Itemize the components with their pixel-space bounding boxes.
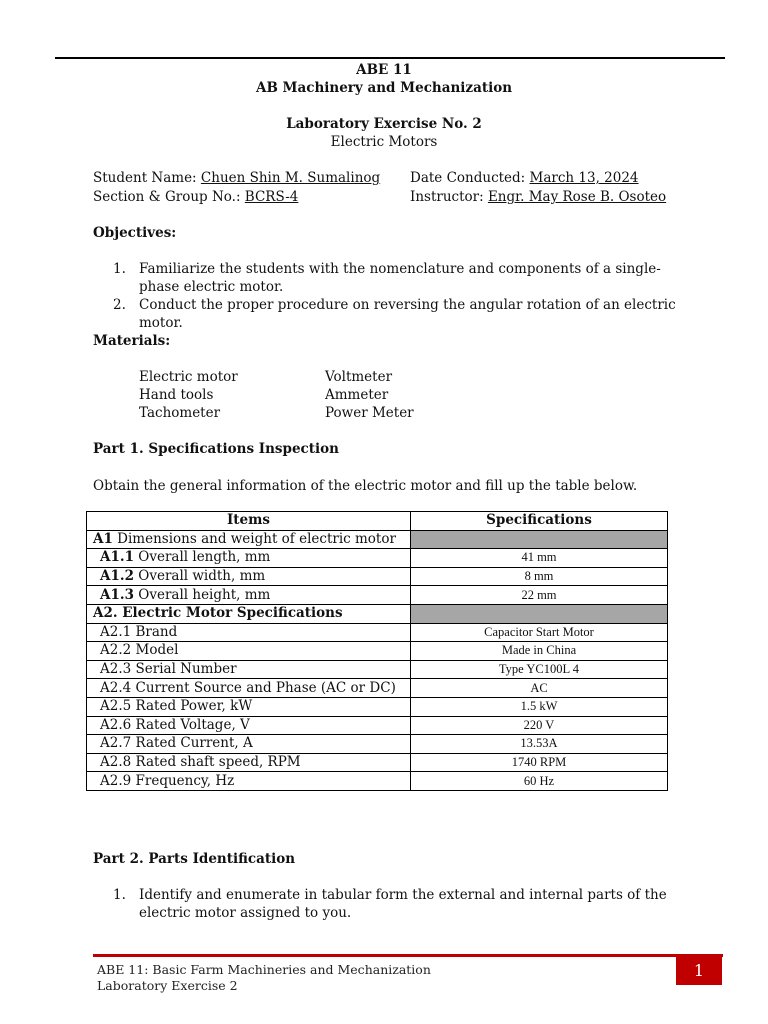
table-row [87, 716, 668, 735]
section-a2-cell: A2. Electric Motor Specifications [87, 604, 411, 623]
date-label: Date Conducted: [410, 170, 526, 186]
spec-value: 1.5 kW [411, 697, 668, 716]
table-row [87, 549, 668, 568]
section-code: A1 [93, 530, 113, 547]
student-name-label: Student Name: [93, 170, 197, 186]
list-number: 1. [113, 261, 126, 277]
item-label: A2.2 Model [87, 642, 411, 661]
table-section-row [87, 530, 668, 549]
item-cell [87, 567, 411, 586]
item-label: Overall width, mm [133, 568, 266, 585]
page-number: 1 [676, 954, 722, 985]
material-item: Power Meter [325, 405, 414, 421]
exercise-title: Laboratory Exercise No. 2 [286, 116, 482, 132]
instructor-value: Engr. May Rose B. Osoteo [487, 189, 667, 205]
spec-value: 22 mm [411, 586, 668, 605]
item-cell [87, 586, 411, 605]
section-label: Section & Group No.: [93, 189, 241, 205]
table-row [87, 660, 668, 679]
footer-exercise: Laboratory Exercise 2 [97, 978, 238, 993]
list-number: 2. [113, 297, 126, 313]
spec-value: Type YC100L 4 [411, 660, 668, 679]
table-row [87, 623, 668, 642]
course-title: AB Machinery and Mechanization [255, 80, 513, 96]
spec-value: AC [411, 679, 668, 698]
list-text: Conduct the proper procedure on reversing the angular rotation of an electric motor. [139, 297, 676, 331]
material-item: Voltmeter [325, 369, 393, 385]
header-rule [55, 57, 725, 59]
item-label: Overall height, mm [133, 586, 271, 603]
table-header-row [87, 512, 668, 531]
exercise-subtitle: Electric Motors [330, 134, 438, 150]
list-text: Familiarize the students with the nomenclature and components of a single-phase electric motor. [139, 261, 661, 295]
table-section-row [87, 604, 668, 623]
student-name-value: Chuen Shin M. Sumalinog [200, 170, 381, 186]
table-row [87, 772, 668, 791]
footer-rule [93, 954, 723, 957]
table-row [87, 735, 668, 754]
part2-heading: Part 2. Parts Identification [93, 851, 296, 867]
item-label: A2.3 Serial Number [87, 660, 411, 679]
item-label: A2.7 Rated Current, A [87, 735, 411, 754]
spec-value: 1740 RPM [411, 753, 668, 772]
part1-instruction: Obtain the general information of the electric motor and fill up the table below. [93, 478, 638, 494]
table-row [87, 697, 668, 716]
material-item: Electric motor [139, 369, 238, 385]
item-label: A2.8 Rated shaft speed, RPM [87, 753, 411, 772]
item-label: A2.5 Rated Power, kW [87, 697, 411, 716]
section-row [93, 188, 298, 206]
date-value: March 13, 2024 [529, 170, 639, 186]
table-row [87, 567, 668, 586]
item-label: Overall length, mm [133, 549, 271, 566]
shaded-cell [411, 604, 668, 623]
course-code: ABE 11 [356, 62, 412, 78]
table-row [87, 679, 668, 698]
spec-value: 8 mm [411, 567, 668, 586]
table-row [87, 586, 668, 605]
item-label: A2.4 Current Source and Phase (AC or DC) [87, 679, 411, 698]
footer-course: ABE 11: Basic Farm Machineries and Mechanization [97, 962, 431, 977]
material-item: Hand tools [139, 387, 214, 403]
spec-value: 60 Hz [411, 772, 668, 791]
instructor-row [410, 188, 666, 206]
item-label: A2.1 Brand [87, 623, 411, 642]
list-text: Identify and enumerate in tabular form the external and internal parts of the electric motor assigned to you. [139, 887, 667, 921]
section-value: BCRS-4 [244, 189, 299, 205]
student-name-row [93, 169, 380, 187]
objectives-heading: Objectives: [93, 225, 177, 241]
item-cell [87, 549, 411, 568]
part1-heading: Part 1. Specifications Inspection [93, 441, 339, 457]
item-label: A2.9 Frequency, Hz [87, 772, 411, 791]
item-label: A2.6 Rated Voltage, V [87, 716, 411, 735]
specifications-table [86, 511, 668, 791]
column-header-specifications: Specifications [411, 512, 668, 531]
item-code: A1.1 [100, 549, 134, 566]
materials-heading: Materials: [93, 333, 171, 349]
spec-value: 220 V [411, 716, 668, 735]
instructor-label: Instructor: [410, 189, 484, 205]
material-item: Ammeter [325, 387, 389, 403]
table-row [87, 642, 668, 661]
section-a1-cell [87, 530, 411, 549]
section-label: Dimensions and weight of electric motor [112, 530, 396, 547]
spec-value: 41 mm [411, 549, 668, 568]
item-code: A1.3 [100, 586, 134, 603]
material-item: Tachometer [139, 405, 221, 421]
column-header-items: Items [87, 512, 411, 531]
date-row [410, 169, 639, 187]
spec-value: Made in China [411, 642, 668, 661]
list-number: 1. [113, 887, 126, 903]
item-code: A1.2 [100, 568, 134, 585]
shaded-cell [411, 530, 668, 549]
spec-value: 13.53A [411, 735, 668, 754]
spec-value: Capacitor Start Motor [411, 623, 668, 642]
table-row [87, 753, 668, 772]
